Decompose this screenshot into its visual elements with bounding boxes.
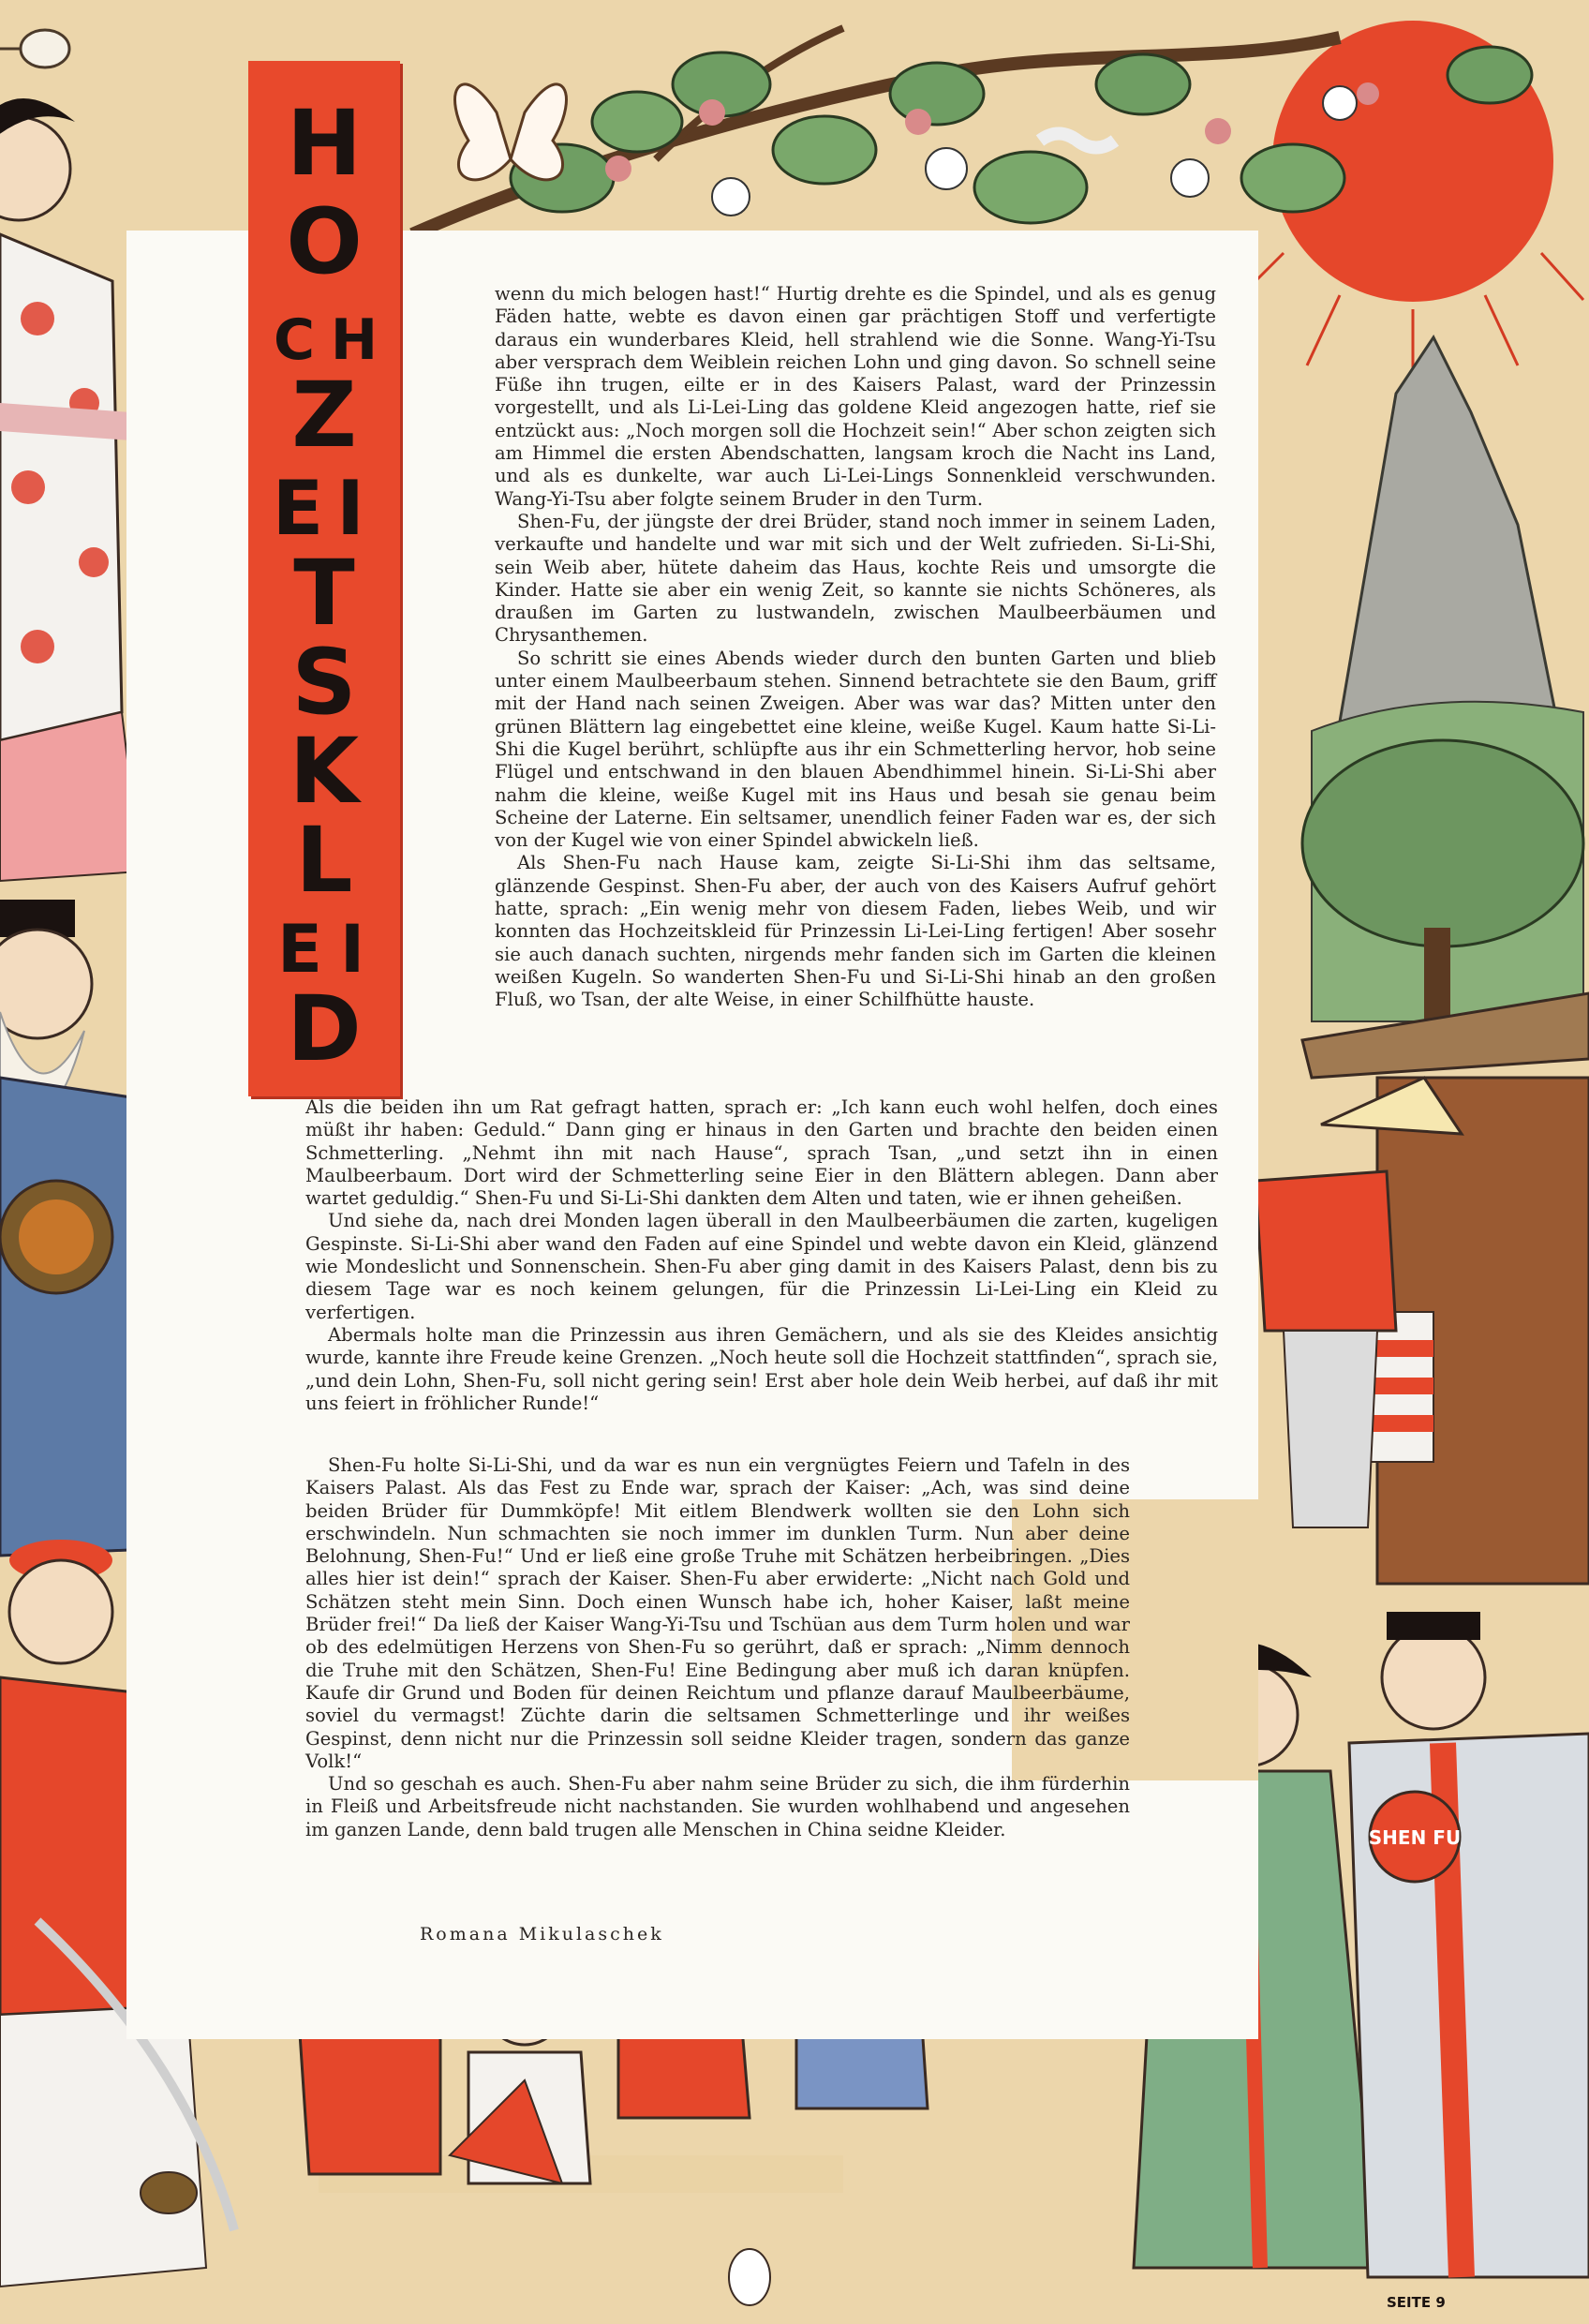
title-letter: E: [277, 911, 322, 988]
story-paragraph: So schritt sie eines Abends wieder durch den bunten Garten und blieb unter einem Maulbeerbaum stehen. Sinnend betrachtete sie den Baum, griff mit der Hand nach seinen Zweigen. Aber was war das? Mitten unter den grünen Blättern lag eingebettet eine kleine, weiße Kugel. Kaum hatte Si-Li-Shi die Kugel berührt, schlüpfte aus ihr ein Schmetterling hervor, hob seine Flügel und entschwand in den blauen Abendhimmel hinein. Si-Li-Shi aber nahm die kleine, weiße Kugel mit ins Haus und besah sie genau beim Scheine der Laterne. Ein seltsamer, unendlich feiner Faden war es, der sich von der Kugel wie von einer Spindel abwickeln ließ.: [495, 647, 1216, 852]
story-paragraph: Shen-Fu holte Si-Li-Shi, und da war es nun ein vergnügtes Feiern und Tafeln in des Kaisers Palast. Als das Fest zu Ende war, sprach der Kaiser: „Ach, was sind deine beiden Brüder für Dummköpfe! Mit eitlem Blendwerk wollten sie den Lohn sich erschwindeln. Nun schmachten sie noch immer im dunklen Turm. Nun aber deine Belohnung, Shen-Fu!“ Und er ließ eine große Truhe mit Schätzen herbeibringen. „Dies alles hier ist dein!“ sprach der Kaiser. Shen-Fu aber erwiderte: „Nicht nach Gold und Schätzen steht mein Sinn. Doch einen Wunsch habe ich, hoher Kaiser, laßt meine Brüder frei!“ Da ließ der Kaiser Wang-Yi-Tsu und Tschüan aus dem Turm holen und war ob des edelmütigen Herzens von Shen-Fu so gerührt, daß er sprach: „Nimm dennoch die Truhe mit den Schätzen, Shen-Fu! Eine Bedingung aber muß ich daran knüpfen. Kaufe dir Grund und Boden für deinen Reichtum und pflanze darauf Maulbeerbäume, soviel du vermagst! Züchte darin die seltsamen Schmetterlinge und ihr weißes Gespinst, denn nicht nur die Prinzessin soll seidne Kleider tragen, sondern das ganze Volk!“: [305, 1454, 1130, 1772]
title-letter: H: [286, 91, 363, 196]
page-number: SEITE 9: [1387, 2294, 1446, 2311]
story-paragraph: Shen-Fu, der jüngste der drei Brüder, stand noch immer in seinem Laden, verkaufte und handelte und war mit sich und der Welt zufrieden. Si-Li-Shi, sein Weib aber, hütete daheim das Haus, kochte Reis und umsorgte die Kinder. Hatte sie aber ein wenig Zeit, so kannte sie nichts Schöneres, als draußen im Garten zu lustwandeln, zwischen Maulbeerbäumen und Chrysanthemen.: [495, 510, 1216, 647]
shen-fu-badge-text: SHEN FU: [1368, 1826, 1462, 1849]
story-paragraph: Und siehe da, nach drei Monden lagen überall in den Maulbeerbäumen die zarten, kugeligen Gespinste. Si-Li-Shi aber wand den Faden auf eine Spindel und webte davon ein Kleid, glänzend wie Mondeslicht und Sonnenschein. Shen-Fu aber ging damit in des Kaisers Palast, denn bis zu diesem Tage war es noch keinem gelungen, für die Prinzessin Li-Lei-Ling ein Kleid zu verfertigen.: [305, 1210, 1218, 1323]
title-letter: C: [273, 307, 316, 373]
title-letter: O: [286, 189, 363, 294]
story-paragraph: wenn du mich belogen hast!“ Hurtig drehte es die Spindel, und als es genug Fäden hatte, webte es davon einen gar prächtigen Stoff und verfertigte daraus ein wunderbares Kleid, hell strahlend wie die Sonne. Wang-Yi-Tsu aber versprach dem Weiblein reichen Lohn und ging davon. So schnell seine Füße ihn trugen, eilte er in des Kaisers Palast, ward der Prinzessin vorgestellt, und als Li-Lei-Ling das goldene Kleid angezogen hatte, rief sie entzückt aus: „Noch morgen soll die Hochzeit sein!“ Aber schon zeigten sich am Himmel die ersten Abendschatten, langsam kroch die Nacht ins Land, und als es dunkelte, war auch Li-Lei-Lings Sonnenkleid verschwunden. Wang-Yi-Tsu aber folgte seinem Bruder in den Turm.: [495, 283, 1216, 510]
story-paragraph: Und so geschah es auch. Shen-Fu aber nahm seine Brüder zu sich, die ihm fürderhin in Fleiß und Arbeitsfreude nicht nachstanden. Sie wurden wohlhabend und angesehen im ganzen Lande, denn bald trugen alle Menschen in China seidne Kleider.: [305, 1773, 1130, 1840]
story-paragraph: Abermals holte man die Prinzessin aus ihren Gemächern, und als sie des Kleides ansichtig wurde, kannte ihre Freude keine Grenzen. „Noch heute soll die Hochzeit stattfinden“, sprach sie, „und dein Lohn, Shen-Fu, soll nicht gering sein! Erst aber hole dein Weib herbei, auf daß ihr mit uns feiert in fröhlicher Runde!“: [305, 1323, 1218, 1414]
title-letter: H: [330, 307, 379, 373]
story-paragraph: Als die beiden ihn um Rat gefragt hatten, sprach er: „Ich kann euch wohl helfen, doch eines müßt ihr haben: Geduld.“ Dann ging er hinaus in den Garten und brachte den beiden einen Schmetterling. „Nehmt ihn mit nach Hause“, sprach Tsan, „und setzt ihn in einen Maulbeerbaum. Dort wird der Schmetterling seine Eier in den Blättern ablegen. Dann aber wartet geduldig.“ Shen-Fu und Si-Li-Shi dankten dem Alten und taten, wie er ihnen geheißen.: [305, 1096, 1218, 1210]
title-letter: I: [339, 911, 365, 988]
title-banner: [248, 61, 400, 1096]
title-letter: T: [293, 541, 355, 646]
title-letter: Z: [291, 363, 357, 468]
title-letter: I: [336, 465, 364, 552]
title-letter: S: [291, 630, 357, 735]
title-letter: K: [289, 719, 360, 824]
title-letter: L: [295, 808, 353, 913]
story-paragraph: Als Shen-Fu nach Hause kam, zeigte Si-Li-Shi ihm das seltsame, glänzende Gespinst. Shen-Fu aber, der auch von des Kaisers Aufruf gehört hatte, sprach: „Ein wenig mehr von diesem Faden, liebes Weib, und wir konnten das Hochzeitskleid für Prinzessin Li-Lei-Ling fertigen! Aber sosehr sie auch danach suchten, nirgends mehr fanden sich im Garten die kleinen weißen Kugeln. So wanderten Shen-Fu und Si-Li-Shi hinab an den großen Fluß, wo Tsan, der alte Weise, in einer Schilfhütte hauste.: [495, 852, 1216, 1011]
title-letter: D: [287, 976, 362, 1081]
author-name: Romana Mikulaschek: [420, 1924, 664, 1944]
title-letter: E: [272, 465, 324, 552]
